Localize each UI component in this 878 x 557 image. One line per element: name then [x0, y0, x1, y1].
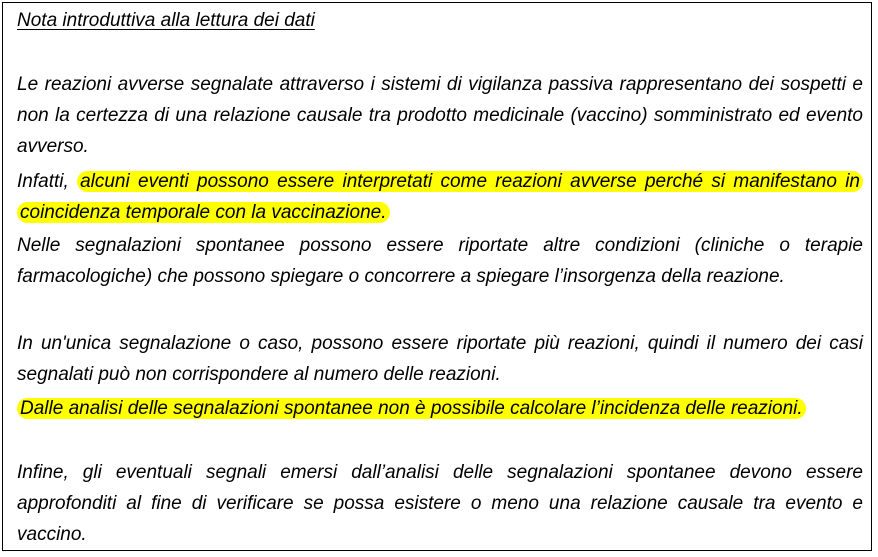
highlighted-text: alcuni eventi possono essere interpretati come reazioni avverse perché si manifestano in coincidenza temporale con la vaccinazione.	[17, 171, 863, 223]
paragraph-prefix: Infatti,	[17, 171, 78, 192]
paragraph-signals: Infine, gli eventuali segnali emersi dall’analisi delle segnalazioni spontanee devono essere approfonditi al fine di verificare se possa esistere o meno una relazione causale tra evento e vaccino.	[17, 462, 863, 545]
paragraph-temporal-coincidence	[17, 166, 863, 228]
paragraph-multiple-reactions: In un'unica segnalazione o caso, possono essere riportate più reazioni, quindi il numero dei casi segnalati può non corrispondere al numero delle reazioni.	[17, 333, 863, 385]
paragraph-incidence	[17, 393, 863, 424]
document-title: Nota introduttiva alla lettura dei dati	[17, 10, 315, 31]
note-box	[2, 2, 872, 551]
paragraph-other-conditions: Nelle segnalazioni spontanee possono essere riportate altre condizioni (cliniche o terapie farmacologiche) che possono spiegare o concorrere a spiegare l’insorgenza della reazione.	[17, 235, 863, 287]
paragraph-passive-surveillance: Le reazioni avverse segnalate attraverso i sistemi di vigilanza passiva rappresentano dei sospetti e non la certezza di una relazione causale tra prodotto medicinale (vaccino) somministrato ed evento avverso.	[17, 74, 863, 157]
highlighted-text: Dalle analisi delle segnalazioni spontanee non è possibile calcolare l’incidenza delle reazioni.	[17, 398, 806, 419]
